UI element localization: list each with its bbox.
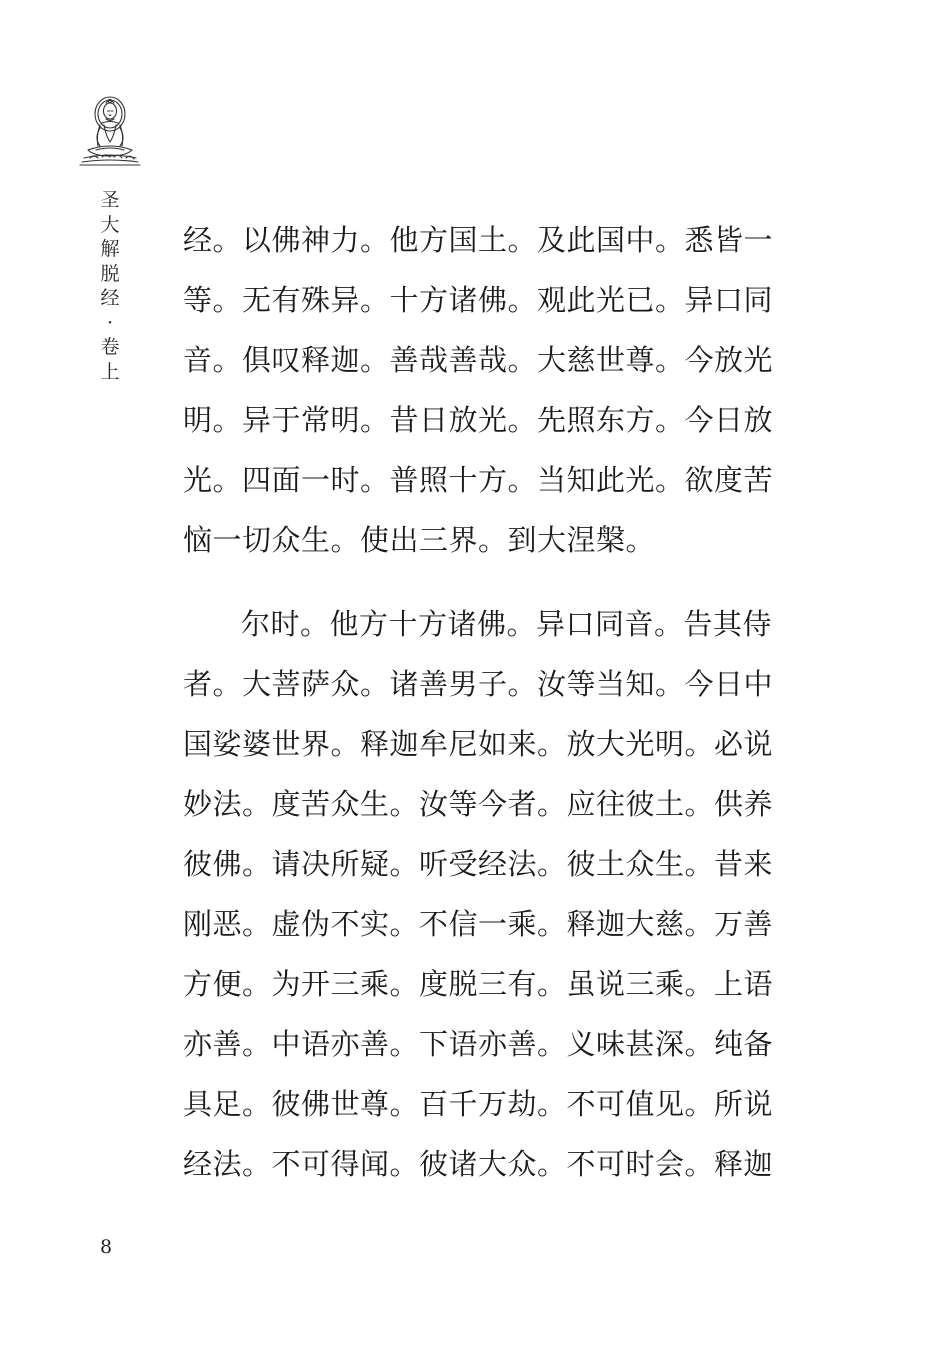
running-head-char: 脱: [100, 262, 120, 285]
seated-buddha-icon: [76, 92, 144, 168]
running-head-title: [98, 188, 122, 384]
text-line: 国娑婆世界。释迦牟尼如来。放大光明。必说: [183, 727, 774, 761]
text-line: 尔时。他方十方诸佛。异口同音。告其侍: [241, 607, 773, 641]
text-line: 恼一切众生。使出三界。到大涅槃。: [183, 523, 656, 557]
text-line: 刚恶。虚伪不实。不信一乘。释迦大慈。万善: [183, 907, 774, 941]
text-line: 明。异于常明。昔日放光。先照东方。今日放: [183, 403, 774, 437]
page-number: 8: [100, 1236, 113, 1258]
running-head-char: 上: [100, 360, 120, 383]
text-line: 等。无有殊异。十方诸佛。观此光已。异口同: [183, 283, 774, 317]
paragraph: [183, 594, 783, 1194]
page-body: [183, 210, 783, 1194]
text-line: 亦善。中语亦善。下语亦善。义味甚深。纯备: [183, 1027, 774, 1061]
running-head-char: 大: [100, 213, 120, 236]
running-head-char: 卷: [100, 336, 120, 358]
running-head-char: 圣: [100, 189, 120, 211]
text-line: 方便。为开三乘。度脱三有。虽说三乘。上语: [183, 967, 774, 1001]
text-line: 经法。不可得闻。彼诸大众。不可时会。释迦: [183, 1147, 774, 1181]
text-line: 光。四面一时。普照十方。当知此光。欲度苦: [183, 463, 774, 497]
running-head-char: 解: [100, 238, 120, 260]
text-line: 具足。彼佛世尊。百千万劫。不可值见。所说: [183, 1087, 774, 1121]
text-line: 妙法。度苦众生。汝等今者。应往彼土。供养: [183, 787, 774, 821]
text-line: 彼佛。请决所疑。听受经法。彼土众生。昔来: [183, 847, 774, 881]
running-head-char: ·: [106, 311, 114, 334]
text-line: 经。以佛神力。他方国土。及此国中。悉皆一: [183, 223, 774, 257]
running-head-char: 经: [100, 287, 120, 309]
text-line: 音。俱叹释迦。善哉善哉。大慈世尊。今放光: [183, 343, 774, 377]
paragraph: [183, 210, 783, 570]
text-line: 者。大菩萨众。诸善男子。汝等当知。今日中: [183, 667, 774, 701]
